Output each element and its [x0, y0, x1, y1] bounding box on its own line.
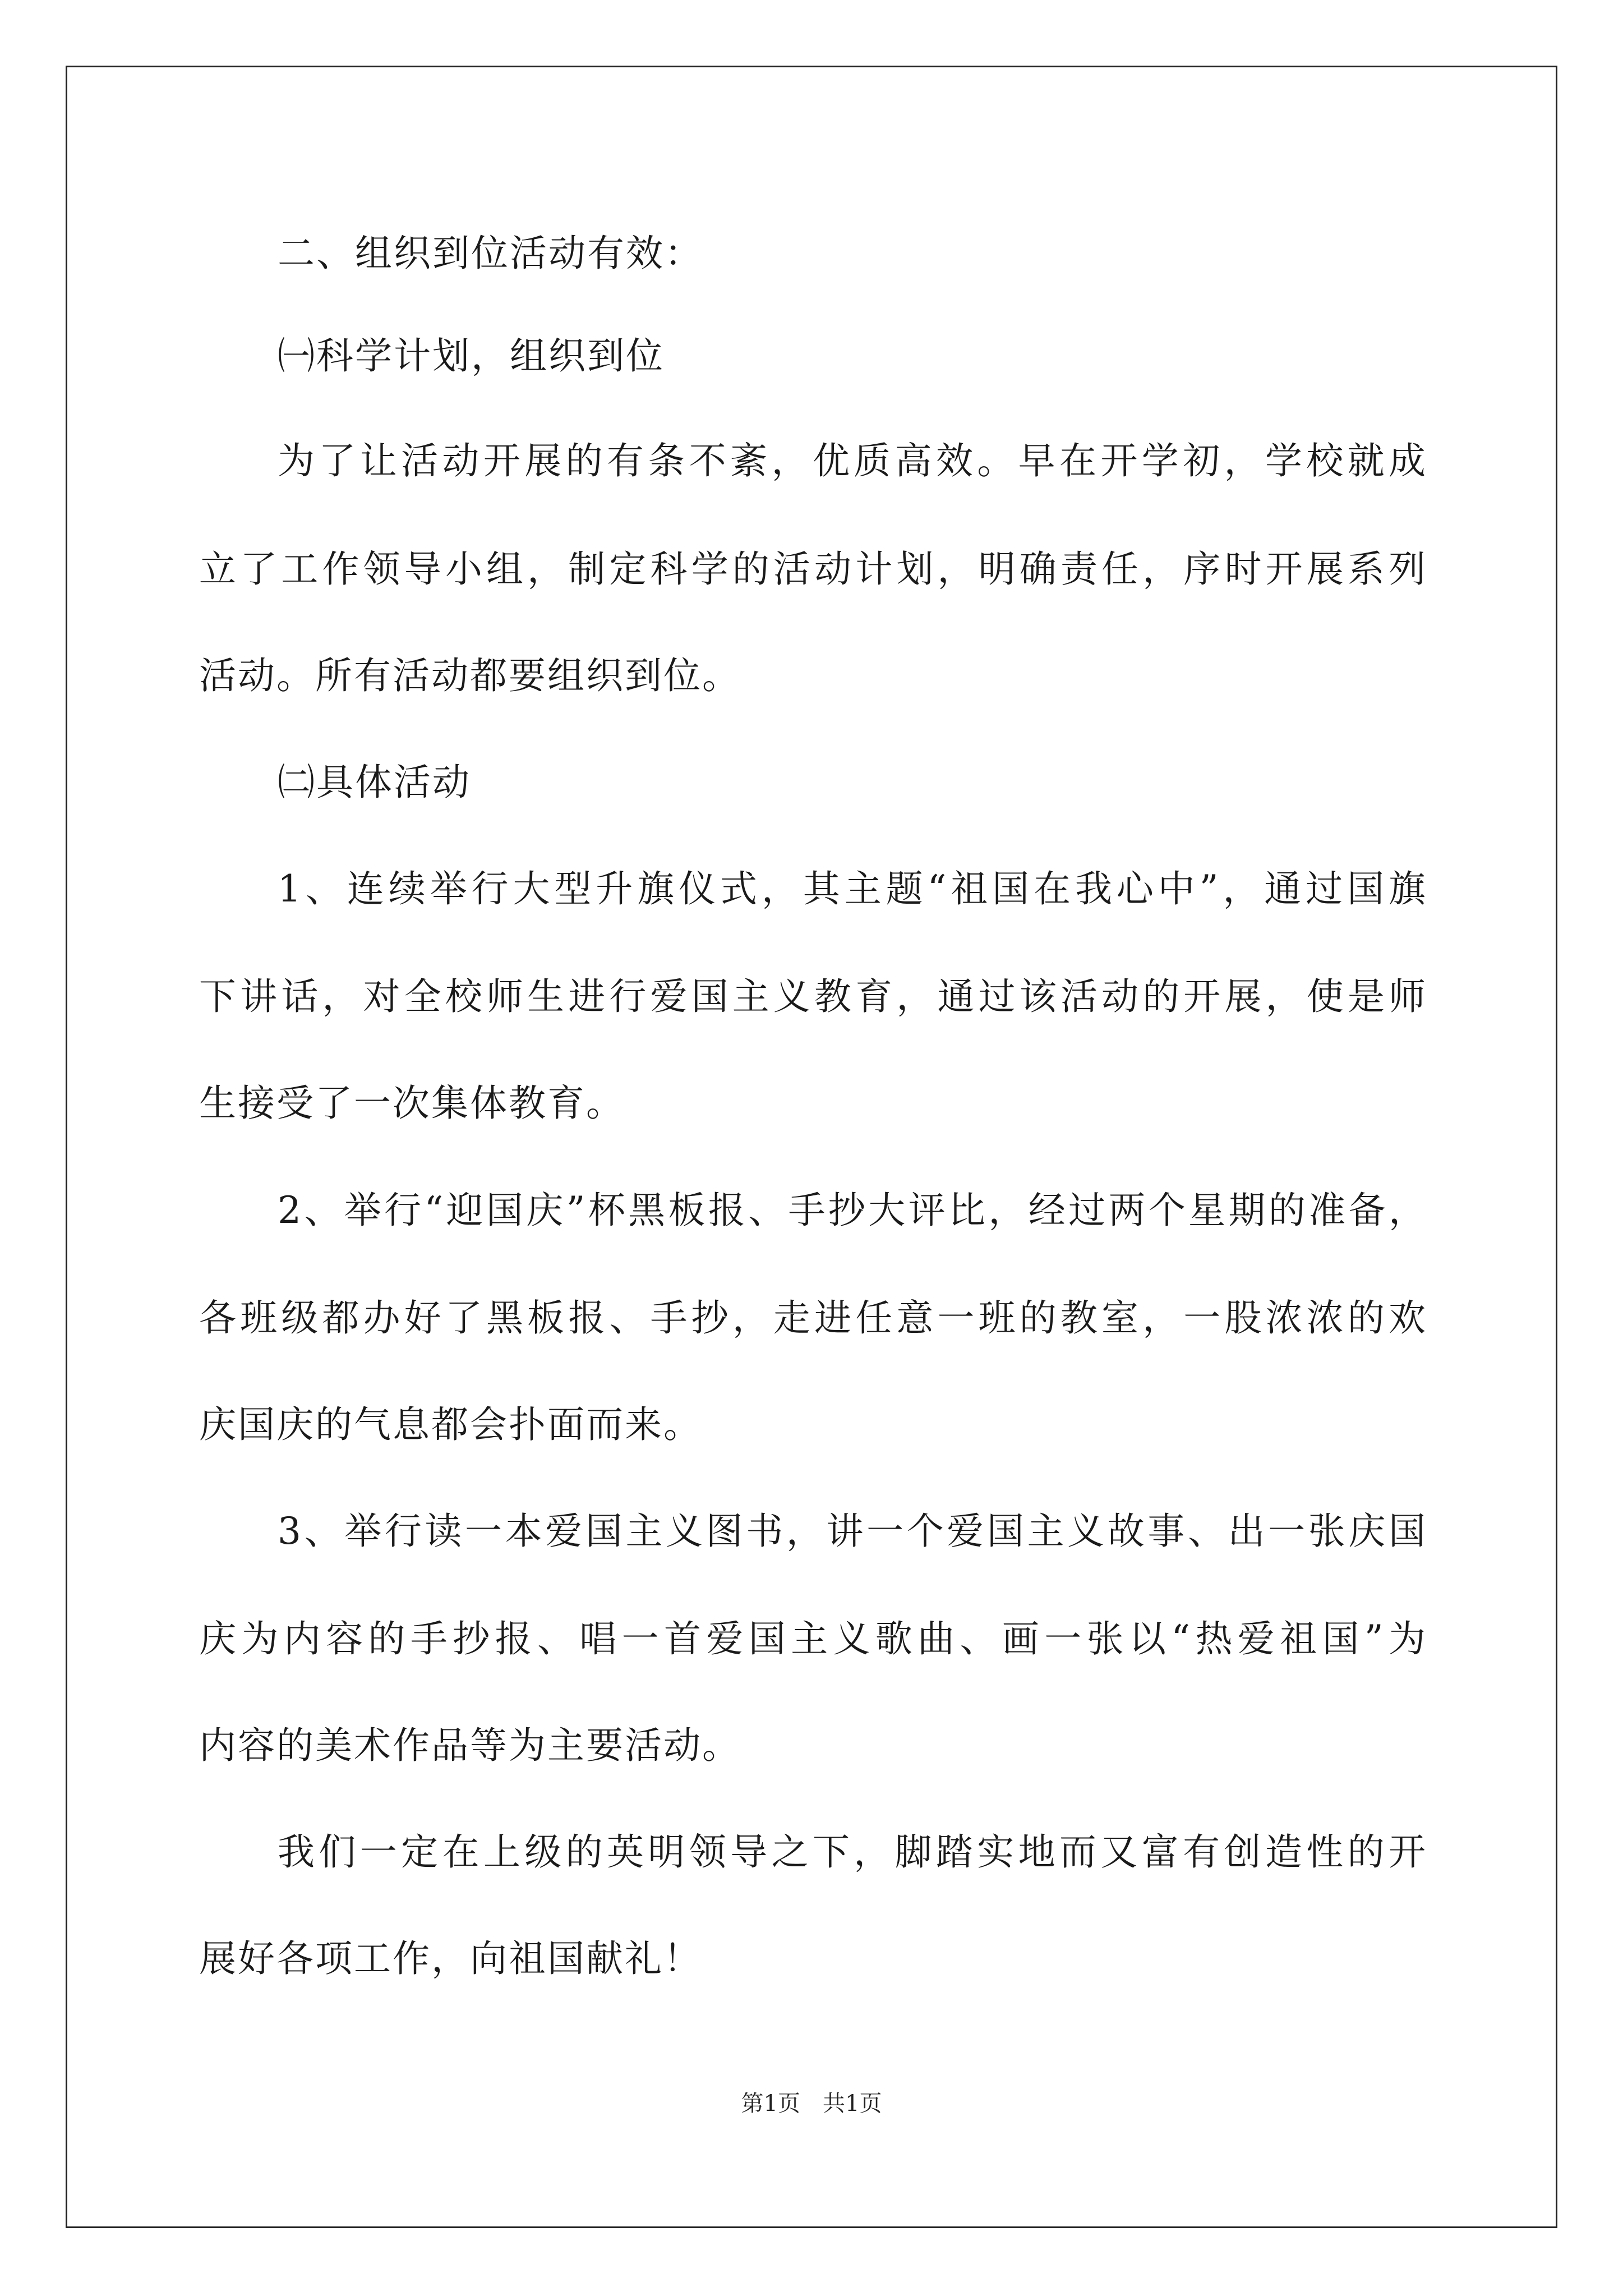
section-heading: 二、组织到位活动有效：	[278, 232, 703, 275]
paragraph-line: 生接受了一次集体教育。	[199, 1082, 625, 1125]
page-footer: 第1页 共1页	[741, 2091, 882, 2116]
paragraph-line: 各班级都办好了黑板报、手抄，走进任意一班的教室，一股浓浓的欢	[199, 1296, 1427, 1340]
page-border	[66, 66, 1557, 2228]
paragraph-line: 立了工作领导小组，制定科学的活动计划，明确责任，序时开展系列	[199, 547, 1427, 591]
subsection-heading: ㈠科学计划，组织到位	[278, 334, 665, 378]
paragraph-line: 我们一定在上级的英明领导之下，脚踏实地而又富有创造性的开	[278, 1830, 1427, 1874]
paragraph-line: 庆国庆的气息都会扑面而来。	[199, 1403, 702, 1446]
paragraph-line: 展好各项工作，向祖国献礼！	[199, 1937, 702, 1980]
paragraph-line: 下讲话，对全校师生进行爱国主义教育，通过该活动的开展，使是师	[199, 975, 1427, 1018]
paragraph-line: 庆为内容的手抄报、唱一首爱国主义歌曲、画一张以“热爱祖国”为	[199, 1617, 1427, 1660]
paragraph-line: 2、举行“迎国庆”杯黑板报、手抄大评比，经过两个星期的准备，	[278, 1189, 1427, 1232]
paragraph-line: 1、连续举行大型升旗仪式，其主题“祖国在我心中”，通过国旗	[278, 867, 1427, 910]
subsection-heading: ㈡具体活动	[278, 761, 471, 804]
paragraph-line: 内容的美术作品等为主要活动。	[199, 1724, 741, 1767]
paragraph-line: 3、举行读一本爱国主义图书，讲一个爱国主义故事、出一张庆国	[278, 1510, 1427, 1553]
paragraph-line: 为了让活动开展的有条不紊，优质高效。早在开学初，学校就成	[278, 439, 1427, 482]
paragraph-line: 活动。所有活动都要组织到位。	[199, 654, 741, 697]
